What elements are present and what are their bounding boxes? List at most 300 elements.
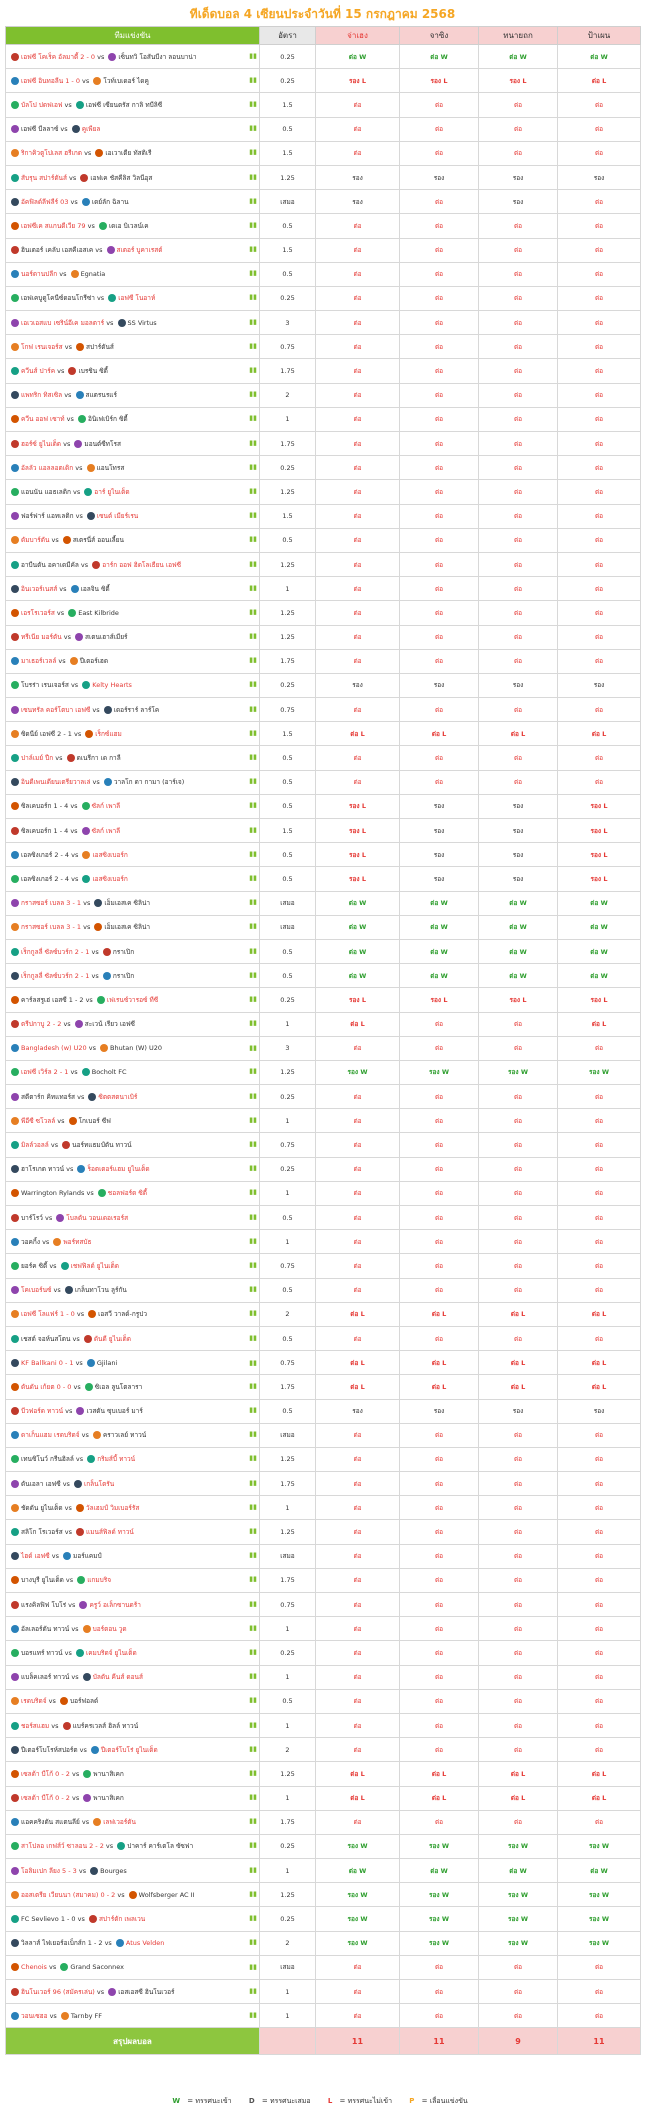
table-row[interactable]	[6, 625, 641, 649]
match-cell[interactable]: อินดีเพนเดียนเตรียวาลเล่ vs วาลโก ดา กามา (อาร์เจ) ▮▮	[6, 770, 260, 794]
match-cell[interactable]: วอนเซฮอ vs Tarnby FF ▮▮	[6, 2004, 260, 2028]
stats-icon[interactable]: ▮▮	[249, 1599, 257, 1608]
stats-icon[interactable]: ▮▮	[249, 511, 257, 520]
match-cell[interactable]: ตรีปกาบู 2 - 2 vs สะเวน้ เรียว เอฟซี ▮▮	[6, 1012, 260, 1036]
match-cell[interactable]: เทนซิโนว์ กรีนฮิลล์ vs กริมส์บี้ ทาวน์ ▮▮	[6, 1447, 260, 1471]
stats-icon[interactable]: ▮▮	[249, 946, 257, 955]
odds-cell: 1.75	[260, 649, 316, 673]
stats-icon[interactable]: ▮▮	[249, 970, 257, 979]
stats-icon[interactable]: ▮▮	[249, 1963, 257, 1972]
tipster-pick: รอง W	[479, 1834, 558, 1858]
stats-icon[interactable]: ▮▮	[249, 1115, 257, 1124]
tipster-pick: ต่อ	[316, 407, 400, 431]
table-row[interactable]	[6, 891, 641, 915]
stats-icon[interactable]: ▮▮	[249, 2010, 257, 2019]
table-row[interactable]	[6, 190, 641, 214]
home-team: วิลลาส์ ไฟเยอร์อเบ็กส์ก 1 - 2	[21, 1939, 103, 1948]
stats-icon[interactable]: ▮▮	[249, 656, 257, 665]
match-cell[interactable]: บาร์โรว์ vs โบลตัน วอนเดอเรอร์ส ▮▮	[6, 1206, 260, 1230]
table-row[interactable]	[6, 1520, 641, 1544]
table-row[interactable]	[6, 1931, 641, 1955]
home-crest-icon	[11, 53, 19, 61]
tipster-pick: รอง W	[558, 1907, 641, 1931]
match-cell[interactable]: อาบีนตัน อคาเดมีคัล vs อาร์ก ออฟ ฮิดโลเธียน เอฟซี ▮▮	[6, 552, 260, 576]
match-cell[interactable]: ยอร์ค ซิตี้ vs เชฟฟิลด์ ยูไนเต็ด ▮▮	[6, 1254, 260, 1278]
table-row[interactable]	[6, 383, 641, 407]
stats-icon[interactable]: ▮▮	[249, 632, 257, 641]
stats-icon[interactable]: ▮▮	[249, 414, 257, 423]
match-cell[interactable]: มิลล์วอลล์ vs นอร์ทแธมป์ตัน ทาวน์ ▮▮	[6, 1133, 260, 1157]
match-cell[interactable]: โบรร่า เรนเจอร์ส vs Kelty Hearts ▮▮	[6, 673, 260, 697]
match-cell[interactable]: Bangladesh (w) U20 vs Bhutan (W) U20 ▮▮	[6, 1036, 260, 1060]
table-row[interactable]	[6, 480, 641, 504]
stats-icon[interactable]: ▮▮	[249, 898, 257, 907]
match-cell[interactable]: แบล็คเลอร์ ทาวน์ vs บัลตัน คีนส์ ดอนส์ ▮▮	[6, 1665, 260, 1689]
table-row[interactable]	[6, 915, 641, 939]
table-row[interactable]	[6, 1738, 641, 1762]
table-row[interactable]	[6, 1859, 641, 1883]
table-row[interactable]	[6, 262, 641, 286]
table-row[interactable]	[6, 552, 641, 576]
summary-value: 11	[316, 2028, 400, 2055]
table-row[interactable]	[6, 1254, 641, 1278]
match-cell[interactable]: ฮอร์ซ์ ยูไนเต็ด vs มอนต์ซีทโรส ▮▮	[6, 432, 260, 456]
match-cell[interactable]: ดาเก็นแฮม เรดบริดจ์ vs คราวเลย์ ทาวน์ ▮▮	[6, 1423, 260, 1447]
summary-value: 11	[558, 2028, 641, 2055]
match-cell[interactable]: สลิโก โรเวอร์ส vs แมนส์ฟิลด์ ทาวน์ ▮▮	[6, 1520, 260, 1544]
table-row[interactable]	[6, 117, 641, 141]
match-cell[interactable]: เอฟซี อินทอลีน 1 - 0 vs โวท์เบเดอร์ ไดคู ▮▮	[6, 69, 260, 93]
odds-cell: 1.25	[260, 552, 316, 576]
match-cell[interactable]: ไฮด์ เอฟซี vs มอร์แคมป์ ▮▮	[6, 1544, 260, 1568]
match-cell[interactable]: ทรีเนีย มอร์ตัน vs สเตนเฮาส์เมียร์ ▮▮	[6, 625, 260, 649]
table-row[interactable]	[6, 1060, 641, 1084]
match-cell[interactable]: โอลิมเปก ลียง 5 - 3 vs Bourges ▮▮	[6, 1859, 260, 1883]
stats-icon[interactable]: ▮▮	[249, 1406, 257, 1415]
tipster-pick: รอง	[400, 843, 479, 867]
table-row[interactable]	[6, 1133, 641, 1157]
table-row[interactable]	[6, 601, 641, 625]
match-cell[interactable]: บีวฟอร์ด ทาวน์ vs เวสตัน ซุบเบอร์ มาร์ ▮▮	[6, 1399, 260, 1423]
table-row[interactable]	[6, 673, 641, 697]
stats-icon[interactable]: ▮▮	[249, 1672, 257, 1681]
match-cell[interactable]: Warrington Rylands vs ชอลฟอร์ด ซิตี้ ▮▮	[6, 1181, 260, 1205]
stats-icon[interactable]: ▮▮	[249, 994, 257, 1003]
table-row[interactable]	[6, 141, 641, 165]
table-row[interactable]	[6, 1447, 641, 1471]
away-crest-icon	[63, 1552, 71, 1560]
table-row[interactable]	[6, 1157, 641, 1181]
stats-icon[interactable]: ▮▮	[249, 438, 257, 447]
match-cell[interactable]: ปาล์เมย์ ปีก vs ดเนรีกา เด กาลี ▮▮	[6, 746, 260, 770]
table-row[interactable]	[6, 432, 641, 456]
match-cell[interactable]: เร็กกูลลี่ ซัลซ์บวร์ก 2 - 1 vs กราเปิก ▮▮	[6, 939, 260, 963]
away-team: Atus Velden	[125, 1939, 165, 1948]
match-cell[interactable]: เอฟซี เวิร์ล 2 - 1 vs Bocholt FC ▮▮	[6, 1060, 260, 1084]
away-team: เชฟฟิลด์ ยูไนเต็ด	[70, 1261, 119, 1270]
table-row[interactable]	[6, 1012, 641, 1036]
match-cell[interactable]: บัลโป ปดฟเอฟ vs เอฟซี เซียนตรัส กาลิ ทบีลิซี ▮▮	[6, 93, 260, 117]
table-row[interactable]	[6, 286, 641, 310]
tipster-pick: ต่อ L	[479, 1762, 558, 1786]
away-crest-icon	[108, 53, 116, 61]
table-row[interactable]	[6, 988, 641, 1012]
away-crest-icon	[71, 585, 79, 593]
stats-icon[interactable]: ▮▮	[249, 1696, 257, 1705]
table-row[interactable]	[6, 93, 641, 117]
stats-icon[interactable]: ▮▮	[249, 1551, 257, 1560]
table-row[interactable]	[6, 456, 641, 480]
stats-icon[interactable]: ▮▮	[249, 172, 257, 181]
match-cell[interactable]: แพทริก ทิสเซิล vs สแตรนรแร์ ▮▮	[6, 383, 260, 407]
stats-icon[interactable]: ▮▮	[249, 1164, 257, 1173]
table-row[interactable]	[6, 1351, 641, 1375]
stats-icon[interactable]: ▮▮	[249, 704, 257, 713]
away-team: เอสซิงเบอร์ก	[92, 874, 128, 883]
table-row[interactable]	[6, 1955, 641, 1979]
stats-icon[interactable]: ▮▮	[249, 124, 257, 133]
table-row[interactable]	[6, 165, 641, 189]
table-row[interactable]	[6, 577, 641, 601]
stats-icon[interactable]: ▮▮	[249, 1430, 257, 1439]
match-cell[interactable]: คาร์ลสรูเฮ่ เอสซี 1 - 2 vs เฟเรนซ์วารอซ์ ทีซี ▮▮	[6, 988, 260, 1012]
home-team: บางบุรี ยูไนเต็ด	[21, 1576, 64, 1585]
match-cell[interactable]: นอร์ดานปลีก vs Egnatia ▮▮	[6, 262, 260, 286]
match-cell[interactable]: เซลต้า บีโก้ 0 - 2 vs พานาสิเคก ▮▮	[6, 1786, 260, 1810]
table-row[interactable]	[6, 528, 641, 552]
table-row[interactable]	[6, 819, 641, 843]
match-cell[interactable]: ดัมบาร์ตัน vs สเตรนี่ส์ ออนเลี้ยน ▮▮	[6, 528, 260, 552]
table-row[interactable]	[6, 335, 641, 359]
table-row[interactable]	[6, 238, 641, 262]
match-cell[interactable]: มาเธอร์เวลล์ vs ปีเตอร์เฮด ▮▮	[6, 649, 260, 673]
match-cell[interactable]: กราสซอร์ เบลล 3 - 1 vs เอ็มเอสเค ซิลิน่า ▮▮	[6, 915, 260, 939]
match-cell[interactable]: เอฟซี บีลลาซ์ vs คูเพียล ▮▮	[6, 117, 260, 141]
table-row[interactable]	[6, 1641, 641, 1665]
stats-icon[interactable]: ▮▮	[249, 1768, 257, 1777]
table-row[interactable]	[6, 1568, 641, 1592]
match-cell[interactable]: ฮินโนเวอร์ 96 (สมัครเล่น) vs เอสเอสซี ฮินโนเวอร์ ▮▮	[6, 1980, 260, 2004]
odds-cell: 1.5	[260, 722, 316, 746]
stats-icon[interactable]: ▮▮	[249, 1986, 257, 1995]
table-row[interactable]	[6, 1109, 641, 1133]
table-row[interactable]	[6, 1617, 641, 1641]
stats-icon[interactable]: ▮▮	[249, 873, 257, 882]
table-row[interactable]	[6, 770, 641, 794]
stats-icon[interactable]: ▮▮	[249, 680, 257, 689]
match-cell[interactable]: เอลซิงเกอร์ 2 - 4 vs เอสซิงเบอร์ก ▮▮	[6, 843, 260, 867]
match-cell[interactable]: เอฟเคบูดูโคนีซ์ดอนโกรีซ่า vs เอฟซี โนอาห์ ▮▮	[6, 286, 260, 310]
tipster-pick: ต่อ L	[400, 1762, 479, 1786]
match-cell[interactable]: ดันเอลา เอฟซี vs เกล็นโตรัน ▮▮	[6, 1472, 260, 1496]
match-cell[interactable]: โกฟ เรนเจอร์ส vs สปาร์ตันส์ ▮▮	[6, 335, 260, 359]
odds-cell: 0.25	[260, 1907, 316, 1931]
match-cell[interactable]: ฮาโรเกต ทาวน์ vs ร็อตเตอร์แฮม ยูไนเต็ด ▮▮	[6, 1157, 260, 1181]
away-team: เบรชิน ซิตี้	[78, 367, 108, 376]
stats-icon[interactable]: ▮▮	[249, 777, 257, 786]
table-row[interactable]	[6, 1326, 641, 1350]
tipster-pick: ต่อ	[558, 117, 641, 141]
tipster-pick: ต่อ	[316, 1544, 400, 1568]
match-cell[interactable]: โคเบอร์นซ์ vs เกล็นทาโวน ลูร์กัน ▮▮	[6, 1278, 260, 1302]
away-crest-icon	[84, 488, 92, 496]
match-cell[interactable]: Chenois vs Grand Saconnex ▮▮	[6, 1955, 260, 1979]
stats-icon[interactable]: ▮▮	[249, 1889, 257, 1898]
stats-icon[interactable]: ▮▮	[249, 462, 257, 471]
tipster-pick: ต่อ W	[558, 1859, 641, 1883]
stats-icon[interactable]: ▮▮	[249, 148, 257, 157]
stats-icon[interactable]: ▮▮	[249, 75, 257, 84]
match-cell[interactable]: ซิลเคบอร์ก 1 - 4 vs ซัลก์ เพาลี ▮▮	[6, 794, 260, 818]
table-row[interactable]	[6, 867, 641, 891]
table-row[interactable]	[6, 1762, 641, 1786]
match-cell[interactable]: บอรแทร์ ทาวน์ vs เคมบริดจ์ ยูไนเต็ด ▮▮	[6, 1641, 260, 1665]
tipster-pick: ต่อ	[400, 1326, 479, 1350]
table-row[interactable]	[6, 2004, 641, 2028]
table-row[interactable]	[6, 1883, 641, 1907]
match-cell[interactable]: ควีนส์ ปาร์ค vs เบรชิน ซิตี้ ▮▮	[6, 359, 260, 383]
match-cell[interactable]: อัคฟิลด์ลีฟลีร์ 03 vs เดย์ลัก ฉิลาน ▮▮	[6, 190, 260, 214]
match-cell[interactable]: ซิลเคบอร์ก 1 - 4 vs ซัลก์ เพาลี ▮▮	[6, 819, 260, 843]
tipster-pick: ต่อ	[558, 1085, 641, 1109]
stats-icon[interactable]: ▮▮	[249, 1212, 257, 1221]
match-cell[interactable]: ชอร์สแฮม vs แบร์ครเวลส์ ฮิลล์ ทาวน์ ▮▮	[6, 1713, 260, 1737]
stats-icon[interactable]: ▮▮	[249, 1236, 257, 1245]
stats-icon[interactable]: ▮▮	[249, 390, 257, 399]
match-cell[interactable]: สตีตาร์ก คิทแทอร์ส vs ซิตตสตนาเบิร์ ▮▮	[6, 1085, 260, 1109]
tipster-pick: ต่อ	[558, 1641, 641, 1665]
match-cell[interactable]: ออสเตรีย เวียนนา (สมาคม) 0 - 2 vs Wolfsberger AC II ▮▮	[6, 1883, 260, 1907]
match-cell[interactable]: แอนนัน แอธเลติก vs อาร์ ยูไนเต็ด ▮▮	[6, 480, 260, 504]
stats-icon[interactable]: ▮▮	[249, 607, 257, 616]
stats-icon[interactable]: ▮▮	[249, 1309, 257, 1318]
match-cell[interactable]: KF Ballkani 0 - 1 vs Gjilani ▮▮	[6, 1351, 260, 1375]
stats-icon[interactable]: ▮▮	[249, 317, 257, 326]
match-cell[interactable]: ควีน ออฟ เซาท์ vs อินิเฟเบิร์ก ซิตี้ ▮▮	[6, 407, 260, 431]
stats-icon[interactable]: ▮▮	[249, 486, 257, 495]
table-row[interactable]	[6, 359, 641, 383]
table-row[interactable]	[6, 1230, 641, 1254]
table-row[interactable]	[6, 1665, 641, 1689]
match-cell[interactable]: สับรุน สปาร์ตันส์ vs เอฟเค ชัสคีลิส วิลนีอุส ▮▮	[6, 165, 260, 189]
table-row[interactable]	[6, 698, 641, 722]
away-crest-icon	[92, 561, 100, 569]
stats-icon[interactable]: ▮▮	[249, 559, 257, 568]
table-row[interactable]	[6, 1181, 641, 1205]
tipster-pick: ต่อ	[400, 1206, 479, 1230]
stats-icon[interactable]: ▮▮	[249, 1260, 257, 1269]
match-cell[interactable]: ซิดนีย์ เอฟซี 2 - 1 vs เร็กซ์แฮม ▮▮	[6, 722, 260, 746]
table-row[interactable]	[6, 939, 641, 963]
away-crest-icon	[76, 1504, 84, 1512]
stats-icon[interactable]: ▮▮	[249, 1720, 257, 1729]
match-cell[interactable]: เอเวเอสแบ เซริน์อีเค มอลตาร์ vs SS Virtus ▮▮	[6, 311, 260, 335]
table-row[interactable]	[6, 1907, 641, 1931]
stats-icon[interactable]: ▮▮	[249, 1478, 257, 1487]
stats-icon[interactable]: ▮▮	[249, 1358, 257, 1367]
match-cell[interactable]: เรดบริดจ์ vs บอร์ฟอลด์ ▮▮	[6, 1689, 260, 1713]
stats-icon[interactable]: ▮▮	[249, 1044, 257, 1053]
match-cell[interactable]: อัลลัว แอลลอตเดิก vs แอนโทรส ▮▮	[6, 456, 260, 480]
stats-icon[interactable]: ▮▮	[249, 1744, 257, 1753]
table-row[interactable]	[6, 1496, 641, 1520]
odds-cell: 2	[260, 1931, 316, 1955]
match-cell[interactable]: ปีเตอร์โบโรห์สปอร์ต vs ปีเตอร์โบโร่ ยูไนเต็ด ▮▮	[6, 1738, 260, 1762]
table-row[interactable]	[6, 311, 641, 335]
table-row[interactable]	[6, 504, 641, 528]
tipster-pick: ต่อ	[479, 359, 558, 383]
stats-icon[interactable]: ▮▮	[249, 801, 257, 810]
stats-icon[interactable]: ▮▮	[249, 1019, 257, 1028]
stats-icon[interactable]: ▮▮	[249, 753, 257, 762]
table-row[interactable]	[6, 1786, 641, 1810]
table-row[interactable]	[6, 843, 641, 867]
home-crest-icon	[11, 536, 19, 544]
match-cell[interactable]: อัลเลอร์ตัน ทาวน์ vs บอร์ตอน วูด ▮▮	[6, 1617, 260, 1641]
table-row[interactable]	[6, 794, 641, 818]
stats-icon[interactable]: ▮▮	[249, 293, 257, 302]
table-row[interactable]	[6, 1593, 641, 1617]
match-cell[interactable]: เชสต์ จอห์นสโตน vs ดันดี ยูไนเต็ด ▮▮	[6, 1326, 260, 1350]
stats-icon[interactable]: ▮▮	[249, 1938, 257, 1947]
summary-value: 11	[400, 2028, 479, 2055]
table-row[interactable]	[6, 722, 641, 746]
away-crest-icon	[87, 1359, 95, 1367]
table-row[interactable]	[6, 1834, 641, 1858]
table-row[interactable]	[6, 69, 641, 93]
table-row[interactable]	[6, 1689, 641, 1713]
match-cell[interactable]: เอลซิงเกอร์ 2 - 4 vs เอสซิงเบอร์ก ▮▮	[6, 867, 260, 891]
odds-cell: 1	[260, 1665, 316, 1689]
table-row[interactable]	[6, 214, 641, 238]
table-row[interactable]	[6, 1810, 641, 1834]
match-cell[interactable]: เอฟซี โลแฟร์ 1 - 0 vs เอสวี วาลด์-กรูปว ▮▮	[6, 1302, 260, 1326]
stats-icon[interactable]: ▮▮	[249, 1091, 257, 1100]
table-row[interactable]	[6, 407, 641, 431]
table-row[interactable]	[6, 1302, 641, 1326]
stats-icon[interactable]: ▮▮	[249, 849, 257, 858]
match-cell[interactable]: วิลลาส์ ไฟเยอร์อเบ็กส์ก 1 - 2 vs Atus Velden ▮▮	[6, 1931, 260, 1955]
match-cell[interactable]: วอคกิ้ง vs พอร์ทสบัธ ▮▮	[6, 1230, 260, 1254]
table-row[interactable]	[6, 1472, 641, 1496]
match-cell[interactable]: ชัดตัน ยูไนเต็ด vs วัลเฮมป์ วิมเบอร์รัส ▮▮	[6, 1496, 260, 1520]
match-cell[interactable]: เอรโรเวอร์ส vs East Kilbride ▮▮	[6, 601, 260, 625]
stats-icon[interactable]: ▮▮	[249, 1333, 257, 1342]
tipster-pick: ต่อ	[400, 1593, 479, 1617]
stats-icon[interactable]: ▮▮	[249, 269, 257, 278]
stats-icon[interactable]: ▮▮	[249, 583, 257, 592]
stats-icon[interactable]: ▮▮	[249, 825, 257, 834]
table-row[interactable]	[6, 45, 641, 69]
stats-icon[interactable]: ▮▮	[249, 1793, 257, 1802]
stats-icon[interactable]: ▮▮	[249, 1575, 257, 1584]
stats-icon[interactable]: ▮▮	[249, 220, 257, 229]
table-row[interactable]	[6, 649, 641, 673]
tipster-pick: ต่อ	[316, 1326, 400, 1350]
stats-icon[interactable]: ▮▮	[249, 196, 257, 205]
stats-icon[interactable]: ▮▮	[249, 1527, 257, 1536]
tipster-pick: รอง L	[400, 988, 479, 1012]
stats-icon[interactable]: ▮▮	[249, 1285, 257, 1294]
stats-icon[interactable]: ▮▮	[249, 1188, 257, 1197]
home-team: พีอีซี ซโวลล์	[21, 1116, 56, 1125]
table-row[interactable]	[6, 1980, 641, 2004]
tipster-pick: ต่อ	[558, 335, 641, 359]
stats-icon[interactable]: ▮▮	[249, 535, 257, 544]
match-cell[interactable]: กราสซอร์ เบลล 3 - 1 vs เอ็มเอสเค ซิลิน่า ▮▮	[6, 891, 260, 915]
match-cell[interactable]: FC Sevlievo 1 - 0 vs สปาร์ตัก เพลเวน ▮▮	[6, 1907, 260, 1931]
stats-icon[interactable]: ▮▮	[249, 51, 257, 60]
table-row[interactable]	[6, 1713, 641, 1737]
stats-icon[interactable]: ▮▮	[249, 1817, 257, 1826]
table-row[interactable]	[6, 1278, 641, 1302]
stats-icon[interactable]: ▮▮	[249, 1502, 257, 1511]
match-cell[interactable]: แอคคริงตัน สแตนลีย์ vs เลฟเวอร์ตัน ▮▮	[6, 1810, 260, 1834]
stats-icon[interactable]: ▮▮	[249, 1914, 257, 1923]
table-row[interactable]	[6, 746, 641, 770]
stats-icon[interactable]: ▮▮	[249, 366, 257, 375]
table-row[interactable]	[6, 964, 641, 988]
match-cell[interactable]: อินเวอร์เนสส์ vs เอลจิน ซิตี้ ▮▮	[6, 577, 260, 601]
home-crest-icon	[11, 1286, 19, 1294]
stats-icon[interactable]: ▮▮	[249, 341, 257, 350]
match-cell[interactable]: สาโปลอ เกฟส์ว์ ซาลอน 2 - 2 vs ปาคาร์ คาร์เตโล ซัซฟา ▮▮	[6, 1834, 260, 1858]
table-row[interactable]	[6, 1399, 641, 1423]
stats-icon[interactable]: ▮▮	[249, 1623, 257, 1632]
match-cell[interactable]: เอฟซี โคเร็ค อัลมาตี้ 2 - 0 vs เซ็นทวิ โอสันบีงา ลอนบาน่า ▮▮	[6, 45, 260, 69]
match-cell[interactable]: ฟอร์ฟาร์ แอทเลติก vs เซนต์ เมียร์เรน ▮▮	[6, 504, 260, 528]
match-cell[interactable]: ริกาคิวตูโปเลส ฮรีเกต vs เอเวาเตีย ทัสติเรี ▮▮	[6, 141, 260, 165]
stats-icon[interactable]: ▮▮	[249, 99, 257, 108]
tipster-pick: รอง	[400, 1399, 479, 1423]
table-row[interactable]	[6, 1423, 641, 1447]
away-crest-icon	[76, 391, 84, 399]
match-cell[interactable]: ดันดัน เก้ยต 0 - 0 vs ซิเอล ลูนโตลารา ▮▮	[6, 1375, 260, 1399]
home-crest-icon	[11, 77, 19, 85]
stats-icon[interactable]: ▮▮	[249, 1140, 257, 1149]
home-crest-icon	[11, 464, 19, 472]
stats-icon[interactable]: ▮▮	[249, 1067, 257, 1076]
table-row[interactable]	[6, 1375, 641, 1399]
match-cell[interactable]: เร็กกูลลี่ ซัลซ์บวร์ก 2 - 1 vs กราเปิก ▮▮	[6, 964, 260, 988]
stats-icon[interactable]: ▮▮	[249, 245, 257, 254]
stats-icon[interactable]: ▮▮	[249, 1381, 257, 1390]
tipster-pick: ต่อ	[316, 1206, 400, 1230]
match-cell[interactable]: บางบุรี ยูไนเต็ด vs แกมบริจ ▮▮	[6, 1568, 260, 1592]
tipster-pick: ต่อ W	[316, 915, 400, 939]
table-row[interactable]	[6, 1206, 641, 1230]
table-row[interactable]	[6, 1085, 641, 1109]
match-cell[interactable]: เอฟซีเค สแกนดีเวีย 79 vs เดเอ บิเวลน์เค ▮▮	[6, 214, 260, 238]
stats-icon[interactable]: ▮▮	[249, 1647, 257, 1656]
match-cell[interactable]: เซลต้า บีโก้ 0 - 2 vs พานาสิเคก ▮▮	[6, 1762, 260, 1786]
table-row[interactable]	[6, 1544, 641, 1568]
away-team: สเตนเฮาส์เมียร์	[85, 633, 128, 642]
match-cell[interactable]: เซนทรัล คอร์โตบา เอฟซี vs เดอร์ราร์ ลาร์โค ▮▮	[6, 698, 260, 722]
tipster-pick: ต่อ	[479, 262, 558, 286]
match-cell[interactable]: พีอีซี ซโวลล์ vs โกเบอร์ ซีฟ ▮▮	[6, 1109, 260, 1133]
stats-icon[interactable]: ▮▮	[249, 728, 257, 737]
stats-icon[interactable]: ▮▮	[249, 1841, 257, 1850]
match-cell[interactable]: แรงคิลฟิฟ โบโร่ vs ครูว์ อเล็กซานดร้า ▮▮	[6, 1593, 260, 1617]
away-team: คราวเลย์ ทาวน์	[102, 1431, 147, 1440]
stats-icon[interactable]: ▮▮	[249, 1865, 257, 1874]
stats-icon[interactable]: ▮▮	[249, 1454, 257, 1463]
match-cell[interactable]: ฮินเตอร์ เคลับ เอสคีเอสเค vs สเตอร์ บูคาเรสต์ ▮▮	[6, 238, 260, 262]
stats-icon[interactable]: ▮▮	[249, 922, 257, 931]
tipster-pick: ต่อ	[400, 286, 479, 310]
table-row[interactable]	[6, 1036, 641, 1060]
